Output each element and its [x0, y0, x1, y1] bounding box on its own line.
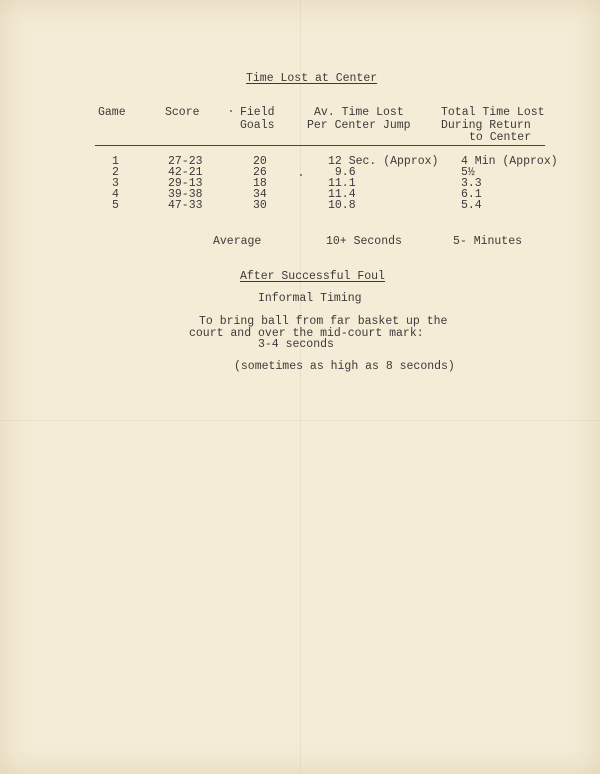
fold-line-horizontal — [0, 420, 600, 421]
fold-line-vertical — [300, 0, 301, 774]
cell-avg-time: 9.6 — [328, 166, 356, 179]
cell-total-time: 5½ — [461, 166, 475, 179]
table-row — [0, 167, 600, 178]
header-total-time-1: Total Time Lost — [441, 106, 545, 119]
header-avg-time-1: Av. Time Lost — [314, 106, 404, 119]
cell-game: 5 — [112, 199, 119, 212]
header-total-time-3: to Center — [469, 131, 532, 144]
cell-field-goals: 34 — [253, 188, 267, 201]
average-total: 5- Minutes — [453, 235, 523, 248]
header-rule — [95, 145, 545, 146]
cell-total-time: 3.3 — [461, 177, 482, 190]
foul-line-3: 3-4 seconds — [258, 338, 334, 351]
average-time: 10+ Seconds — [326, 235, 402, 248]
cell-field-goals: 26 — [253, 166, 267, 179]
page-title: Time Lost at Center — [246, 72, 378, 85]
cell-field-goals: 20 — [253, 155, 267, 168]
foul-section-title: After Successful Foul — [240, 270, 385, 283]
cell-score: 27-23 — [168, 155, 203, 168]
table-row — [0, 178, 600, 189]
foul-line-2: court and over the mid-court mark: — [189, 327, 424, 340]
cell-game: 4 — [112, 188, 119, 201]
foul-section-subtitle: Informal Timing — [258, 292, 362, 305]
header-field-goals-1: Field — [240, 106, 275, 119]
header-total-time-2: During Return — [441, 119, 531, 132]
table-row — [0, 156, 600, 167]
average-label: Average — [213, 235, 262, 248]
cell-avg-time: 12 Sec. (Approx) — [328, 155, 439, 168]
stray-mark — [300, 174, 302, 176]
header-avg-time-2: Per Center Jump — [307, 119, 411, 132]
cell-field-goals: 30 — [253, 199, 267, 212]
table-row — [0, 189, 600, 200]
cell-game: 3 — [112, 177, 119, 190]
cell-avg-time: 11.1 — [328, 177, 356, 190]
cell-total-time: 4 Min (Approx) — [461, 155, 558, 168]
header-game: Game — [98, 106, 126, 119]
foul-line-1: To bring ball from far basket up the — [199, 315, 448, 328]
cell-total-time: 6.1 — [461, 188, 482, 201]
cell-score: 47-33 — [168, 199, 203, 212]
cell-total-time: 5.4 — [461, 199, 482, 212]
cell-game: 2 — [112, 166, 119, 179]
stray-mark — [230, 110, 232, 112]
foul-note: (sometimes as high as 8 seconds) — [234, 360, 455, 373]
cell-score: 42-21 — [168, 166, 203, 179]
cell-avg-time: 11.4 — [328, 188, 356, 201]
cell-field-goals: 18 — [253, 177, 267, 190]
header-score: Score — [165, 106, 200, 119]
header-field-goals-2: Goals — [240, 119, 275, 132]
table-row — [0, 200, 600, 211]
cell-score: 39-38 — [168, 188, 203, 201]
cell-avg-time: 10.8 — [328, 199, 356, 212]
cell-score: 29-13 — [168, 177, 203, 190]
cell-game: 1 — [112, 155, 119, 168]
